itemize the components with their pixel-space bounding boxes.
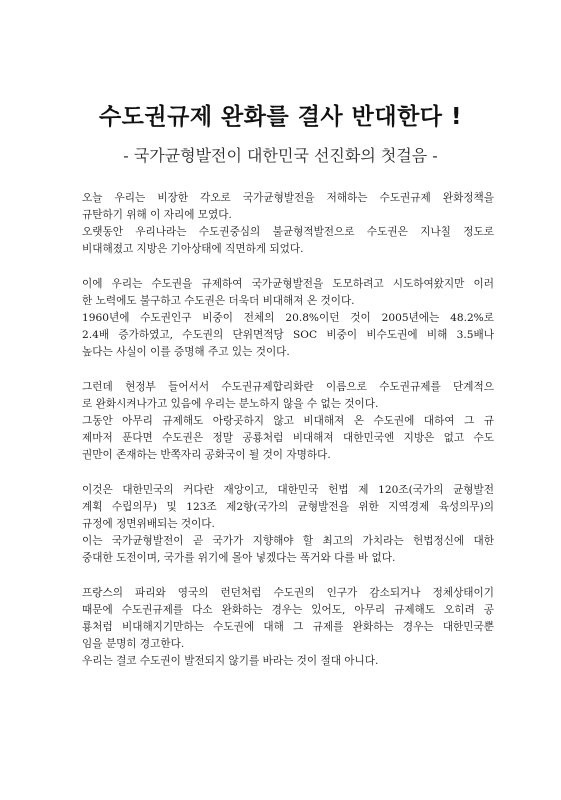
text-line: 제마저 푼다면 수도권은 정말 공룡처럼 비대해져 대한민국엔 지방은 없고 수도 xyxy=(82,432,494,444)
text-line: 권만이 존재하는 반쪽자리 공화국이 될 것이 자명하다. xyxy=(82,449,331,461)
text-line: 프랑스의 파리와 영국의 런던처럼 수도권의 인구가 감소되거나 정체상태이기 xyxy=(82,587,494,599)
text-line: 오랫동안 우리나라는 수도권중심의 불균형적발전으로 수도권은 지나칠 정도로 xyxy=(82,226,494,238)
text-line: 중대한 도전이며, 국가를 위기에 몰아 넣겠다는 폭거와 다를 바 없다. xyxy=(82,552,396,564)
text-line: 그런데 현정부 들어서서 수도권규제합리화란 이름으로 수도권규제를 단계적으 xyxy=(82,381,494,393)
text-line: 우리는 결코 수도권이 발전되지 않기를 바라는 것이 절대 아니다. xyxy=(82,655,379,667)
text-line: 비대해졌고 지방은 기아상태에 직면하게 되었다. xyxy=(82,243,304,255)
text-line: 이에 우리는 수도권을 규제하여 국가균형발전을 도모하려고 시도하여왔지만 이러 xyxy=(82,278,494,290)
paragraph xyxy=(82,276,494,361)
text-line: 한 노력에도 불구하고 수도권은 더욱더 비대해져 온 것이다. xyxy=(82,295,355,307)
text-line: 높다는 사실이 이를 증명해 주고 있는 것이다. xyxy=(82,346,290,358)
paragraph xyxy=(82,585,494,670)
document-body xyxy=(82,190,494,688)
paragraph xyxy=(82,379,494,464)
paragraph xyxy=(82,190,494,258)
text-line: 룡처럼 비대해지기만하는 수도권에 대해 그 규제를 완화하는 경우는 대한민국뿐 xyxy=(82,621,494,633)
document-title: 수도권규제 완화를 결사 반대한다 ! xyxy=(98,104,463,130)
text-line: 규탄하기 위해 이 자리에 모였다. xyxy=(82,209,232,221)
text-line: 오늘 우리는 비장한 각오로 국가균형발전을 저해하는 수도권규제 완화정책을 xyxy=(82,192,494,204)
text-line: 규정에 정면위배되는 것이다. xyxy=(82,518,215,530)
text-line: 때문에 수도권규제를 다소 완화하는 경우는 있어도, 아무리 규제해도 오히려 공 xyxy=(82,604,494,616)
text-line: 계획 수립의무) 및 123조 제2항(국가의 균형발전을 위한 지역경제 육성의무)의 xyxy=(82,501,494,513)
text-line: 로 완화시켜나가고 있음에 우리는 분노하지 않을 수 없는 것이다. xyxy=(82,398,379,410)
text-line: 이는 국가균형발전이 곧 국가가 지향해야 할 최고의 가치라는 헌법정신에 대한 xyxy=(82,535,494,547)
paragraph xyxy=(82,482,494,567)
text-line: 2.4배 증가하였고, 수도권의 단위면적당 SOC 비중이 비수도권에 비해 3.5배나 xyxy=(82,329,494,341)
text-line: 임을 분명히 경고한다. xyxy=(82,638,185,650)
text-line: 1960년에 수도권인구 비중이 전체의 20.8%이던 것이 2005년에는 48.2%로 xyxy=(82,312,494,324)
document-subtitle: - 국가균형발전이 대한민국 선진화의 첫걸음 - xyxy=(123,146,438,165)
text-line: 그동안 아무리 규제해도 아랑곳하지 않고 비대해져 온 수도권에 대하여 그 규 xyxy=(82,415,494,427)
text-line: 이것은 대한민국의 커다란 재앙이고, 대한민국 헌법 제 120조(국가의 균형발전 xyxy=(82,484,494,496)
